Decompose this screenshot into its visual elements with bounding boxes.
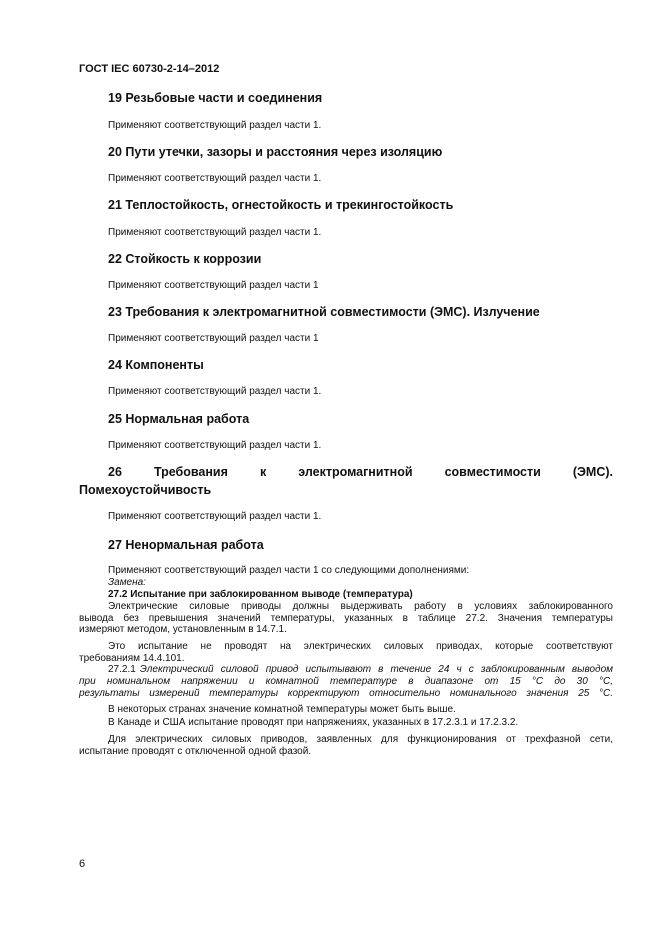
paragraph-text: Электрический силовой привод испытывают в течение 24 ч с заблокированным выводом <box>139 664 613 675</box>
paragraph-line: результаты измерений температуры корректируют относительно номинального значения 25 °C. <box>79 688 613 699</box>
paragraph-line: вывода без превышения значений температуры, указанных в таблице 27.2. Значения температуры <box>79 613 613 624</box>
paragraph-line: измеряют методом, установленным в 14.7.1. <box>79 624 287 635</box>
section-20-body: Применяют соответствующий раздел части 1. <box>108 173 322 184</box>
paragraph-line: В некоторых странах значение комнатной температуры может быть выше. <box>108 704 456 715</box>
paragraph-line: Для электрических силовых приводов, заявленных для функционирования от трехфазной сети, <box>108 734 613 745</box>
paragraph-27-2-1-line1 <box>108 664 613 676</box>
paragraph-line: при номинальном напряжении и комнатной температуре в диапазоне от 15 °C до 30 °C, <box>79 676 613 687</box>
section-19-heading: 19 Резьбовые части и соединения <box>108 91 323 105</box>
section-21-heading: 21 Теплостойкость, огнестойкость и трекингостойкость <box>108 198 454 212</box>
section-26-word: 26 <box>108 465 122 479</box>
clause-number: 27.2.1 <box>108 664 136 675</box>
section-27-intro: Применяют соответствующий раздел части 1 со следующими дополнениями: <box>108 565 470 576</box>
section-22-heading: 22 Стойкость к коррозии <box>108 252 262 266</box>
section-20-heading: 20 Пути утечки, зазоры и расстояния через изоляцию <box>108 145 443 159</box>
paragraph-line: Это испытание не проводят на электрических силовых приводах, которые соответствуют <box>108 641 613 652</box>
section-24-heading: 24 Компоненты <box>108 358 204 372</box>
section-25-body: Применяют соответствующий раздел части 1. <box>108 440 322 451</box>
section-24-body: Применяют соответствующий раздел части 1. <box>108 386 322 397</box>
section-26-heading-line1 <box>108 465 613 479</box>
section-26-word: совместимости <box>444 465 541 479</box>
paragraph-line: испытание проводят с отключенной одной фазой. <box>79 746 312 757</box>
section-26-word: электромагнитной <box>298 465 413 479</box>
section-19-body: Применяют соответствующий раздел части 1. <box>108 120 322 131</box>
page-number: 6 <box>79 858 86 870</box>
section-26-word: к <box>259 465 267 479</box>
subsection-27-2-heading: 27.2 Испытание при заблокированном выводе (температура) <box>108 589 413 600</box>
document-header: ГОСТ IEC 60730-2-14–2012 <box>79 63 220 75</box>
paragraph-line: В Канаде и США испытание проводят при напряжениях, указанных в 17.2.3.1 и 17.2.3.2. <box>108 717 519 728</box>
section-21-body: Применяют соответствующий раздел части 1. <box>108 227 322 238</box>
section-26-heading-line2: Помехоустойчивость <box>79 483 212 497</box>
section-27-heading: 27 Ненормальная работа <box>108 538 264 552</box>
section-26-word: Требования <box>153 465 228 479</box>
paragraph-line: требованиям 14.4.101. <box>79 653 185 664</box>
section-26-word: (ЭМС). <box>572 465 613 479</box>
section-23-heading: 23 Требования к электромагнитной совместимости (ЭМС). Излучение <box>108 305 540 319</box>
section-26-body: Применяют соответствующий раздел части 1. <box>108 511 322 522</box>
section-22-body: Применяют соответствующий раздел части 1 <box>108 280 319 291</box>
section-25-heading: 25 Нормальная работа <box>108 412 250 426</box>
section-23-body: Применяют соответствующий раздел части 1 <box>108 333 319 344</box>
section-27-zamena: Замена: <box>108 577 146 588</box>
paragraph-line: Электрические силовые приводы должны выдерживать работу в условиях заблокированного <box>108 601 613 612</box>
